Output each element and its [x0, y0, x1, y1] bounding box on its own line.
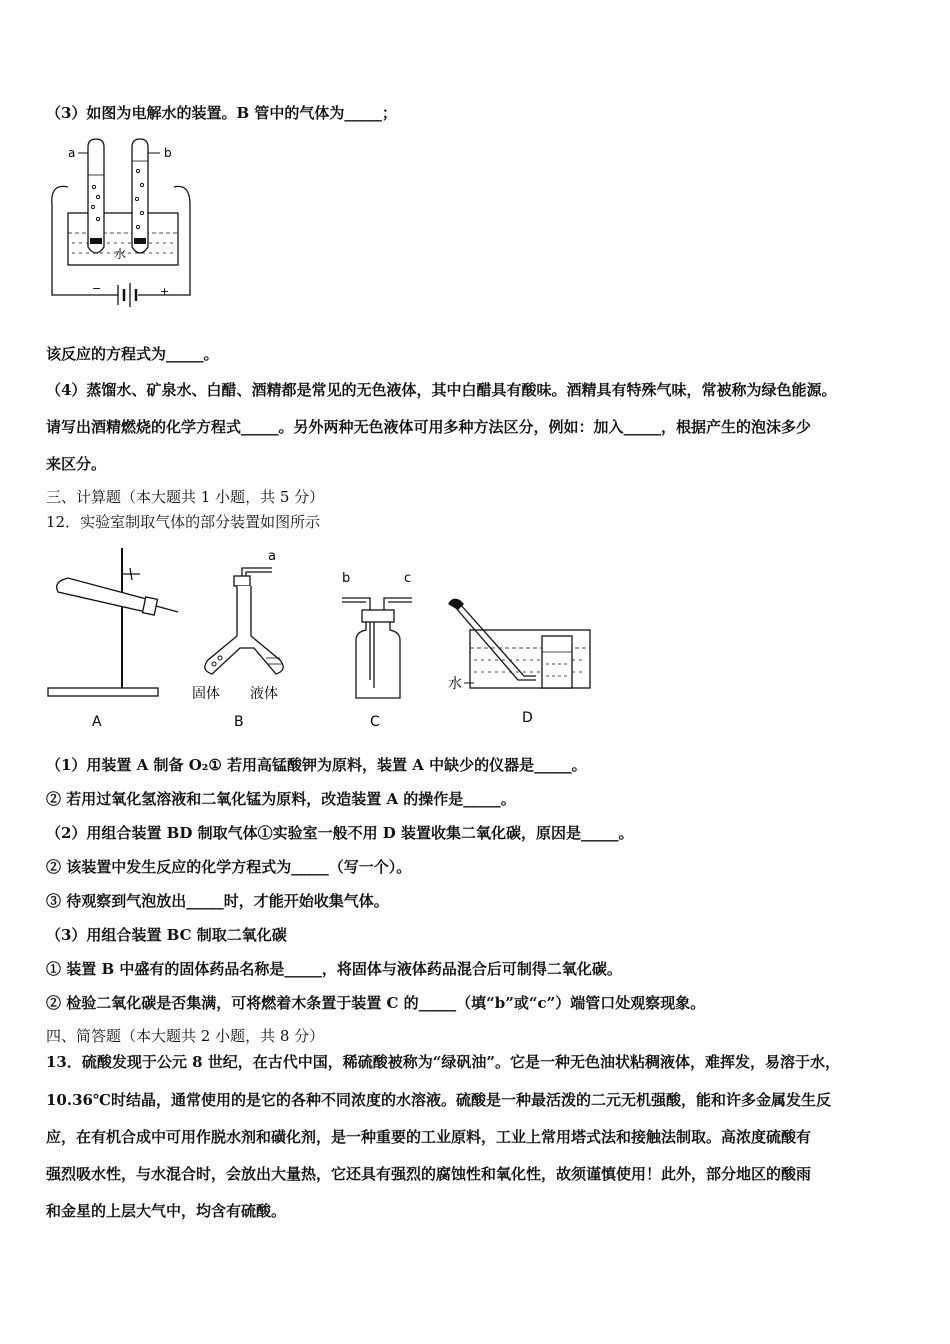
gas-apparatus-figure: [40, 540, 620, 735]
q12-line1: （1）用装置 A 制备 O₂① 若用高锰酸钾为原料，装置 A 中缺少的仪器是_____。: [46, 756, 587, 774]
label-b: B: [234, 714, 244, 730]
q13-line2: 10.36℃时结晶，通常使用的是它的各种不同浓度的水溶液。硫酸是一种最活泼的二元无机强酸，能和许多金属发生反: [46, 1091, 831, 1109]
q12-line3: （2）用组合装置 BD 制取气体①实验室一般不用 D 装置收集二氧化碳，原因是_____。: [46, 824, 634, 842]
q13-line1: 13．硫酸发现于公元 8 世纪，在古代中国，稀硫酸被称为“绿矾油”。它是一种无色油状粘稠液体，难挥发，易溶于水，: [46, 1053, 841, 1071]
b-outlet-label: a: [268, 549, 276, 564]
q11-3-equation: 该反应的方程式为_____。: [46, 345, 219, 363]
q13-line4: 强烈吸水性，与水混合时，会放出大量热，它还具有强烈的腐蚀性和氧化性，故须谨慎使用！此外，部分地区的酸雨: [46, 1165, 812, 1183]
apparatus-d: [448, 599, 590, 726]
q13-line5: 和金星的上层大气中，均含有硫酸。: [46, 1202, 287, 1220]
q12-line4: ② 该装置中发生反应的化学方程式为_____（写一个）。: [46, 858, 412, 876]
water-label: 水: [114, 247, 127, 261]
d-water-label: 水: [448, 676, 462, 692]
tube-b-label: b: [164, 146, 172, 160]
liquid-label: 液体: [250, 686, 278, 702]
section3-heading: 三、计算题（本大题共 1 小题，共 5 分）: [46, 488, 325, 506]
q12-title: 12．实验室制取气体的部分装置如图所示: [46, 513, 321, 531]
label-c: C: [370, 714, 380, 730]
q12-line6: （3）用组合装置 BC 制取二氧化碳: [46, 926, 287, 944]
q11-4-line3: 来区分。: [46, 455, 107, 473]
section4-heading: 四、简答题（本大题共 2 小题，共 8 分）: [46, 1027, 325, 1045]
apparatus-a: [48, 548, 178, 730]
q11-3-prompt: （3）如图为电解水的装置。B 管中的气体为_____；: [46, 104, 397, 122]
q12-line5: ③ 待观察到气泡放出_____时，才能开始收集气体。: [46, 892, 389, 910]
q11-4-line1: （4）蒸馏水、矿泉水、白醋、酒精都是常见的无色液体，其中白醋具有酸味。酒精具有特殊气味，常被称为绿色能源。: [46, 381, 837, 399]
q13-line3: 应，在有机合成中可用作脱水剂和磺化剂，是一种重要的工业原料，工业上常用塔式法和接触法制取。高浓度硫酸有: [46, 1128, 812, 1146]
solid-label: 固体: [192, 686, 220, 702]
electrolysis-apparatus-figure: [40, 135, 210, 325]
label-d: D: [522, 710, 533, 726]
c-pipe-b-label: b: [342, 571, 351, 586]
apparatus-c: [342, 571, 412, 730]
label-a: A: [92, 714, 102, 730]
q12-line8: ② 检验二氧化碳是否集满，可将燃着木条置于装置 C 的_____（填“b”或“c”）端管口处观察现象。: [46, 994, 706, 1012]
battery-minus-label: −: [92, 282, 102, 295]
q12-line2: ② 若用过氧化氢溶液和二氧化锰为原料，改造装置 A 的操作是_____。: [46, 790, 516, 808]
tube-a-label: a: [68, 146, 76, 160]
apparatus-b: [192, 549, 283, 730]
battery-plus-label: +: [160, 285, 170, 298]
c-pipe-c-label: c: [404, 571, 412, 586]
q11-4-line2: 请写出酒精燃烧的化学方程式_____。另外两种无色液体可用多种方法区分，例如：加入_____，根据产生的泡沫多少: [46, 418, 812, 436]
q12-line7: ① 装置 B 中盛有的固体药品名称是_____，将固体与液体药品混合后可制得二氧化碳。: [46, 960, 622, 978]
